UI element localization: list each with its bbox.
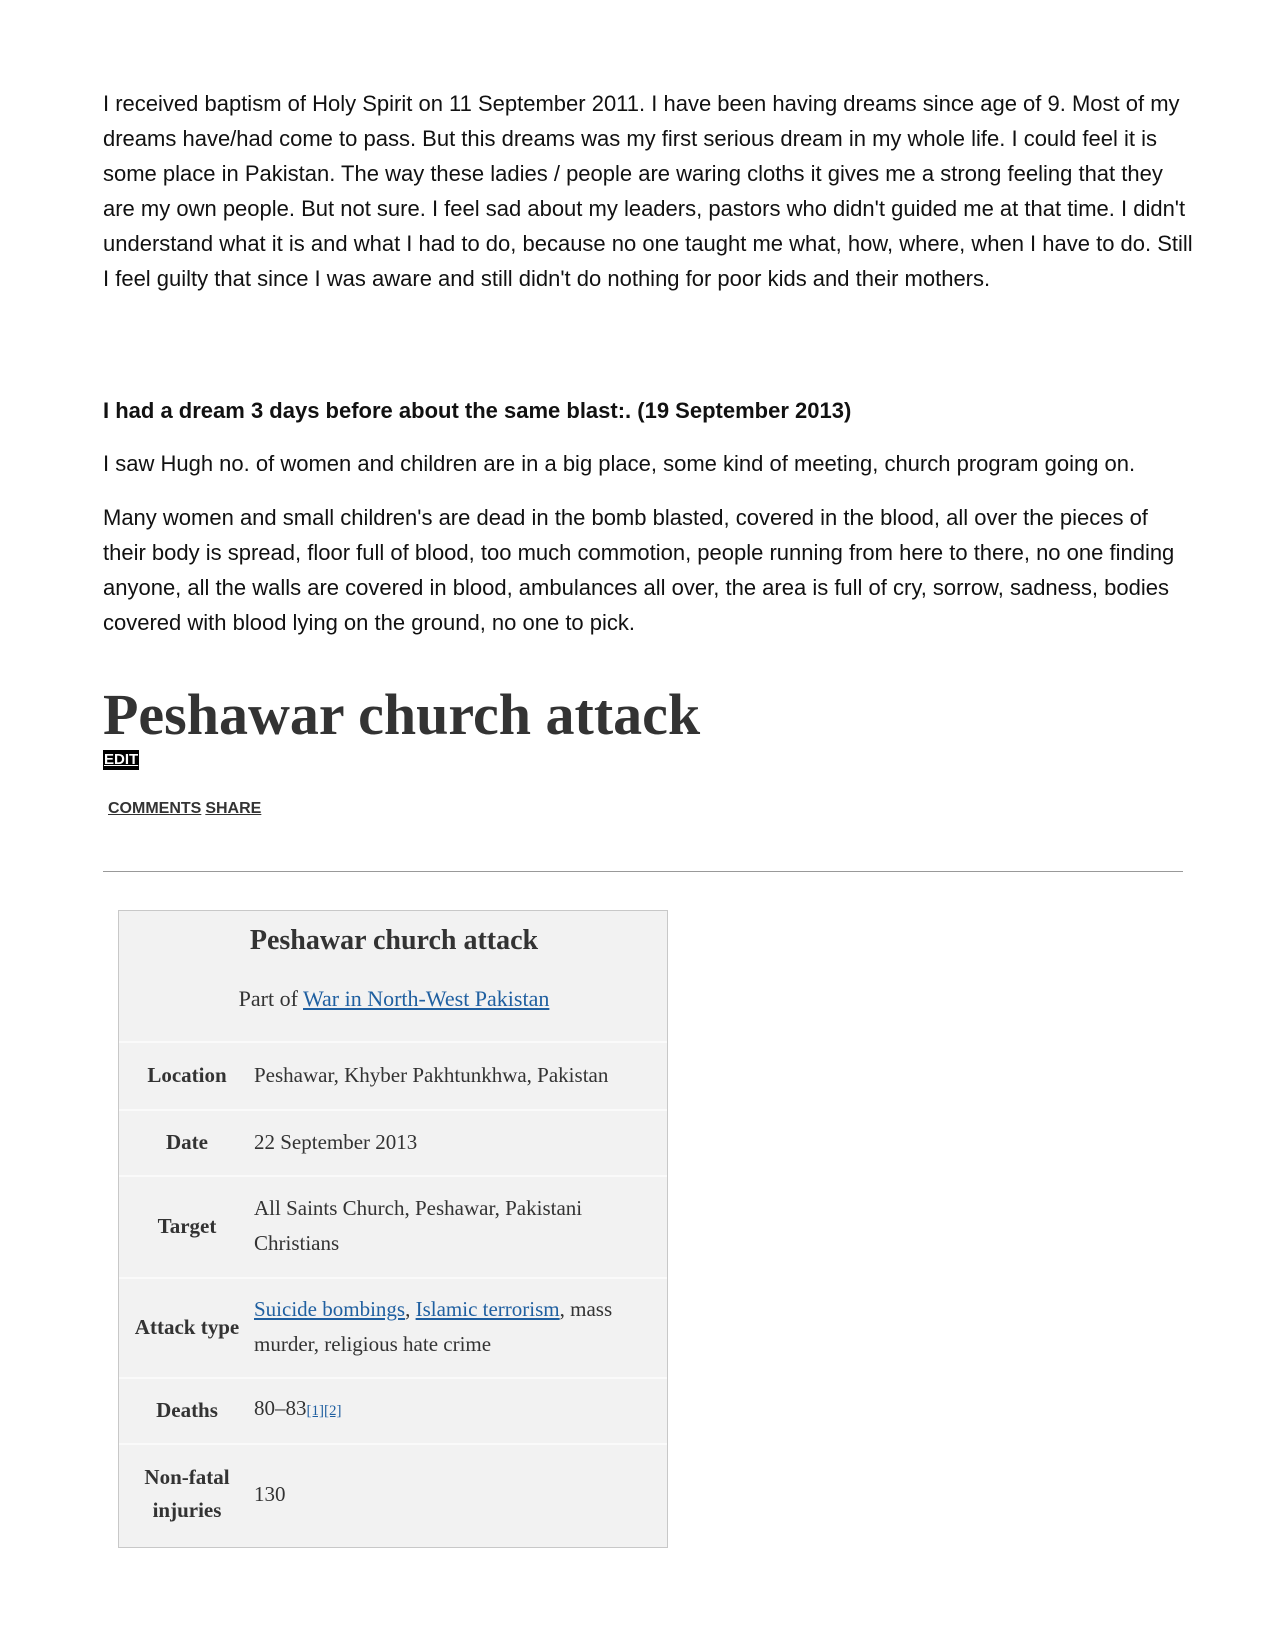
row-deaths — [119, 1379, 667, 1441]
dream-paragraph-1: I saw Hugh no. of women and children are in a big place, some kind of meeting, church program going on. — [103, 451, 1136, 476]
location-value: Peshawar, Khyber Pakhtunkhwa, Pakistan — [254, 1062, 609, 1087]
row-target — [119, 1177, 667, 1275]
infobox — [118, 910, 668, 1548]
location-label: Location — [147, 1062, 227, 1087]
war-link[interactable]: War in North-West Pakistan — [303, 986, 550, 1011]
deaths-label: Deaths — [156, 1397, 218, 1422]
injuries-label: Non-fatal injuries — [144, 1465, 230, 1522]
date-value: 22 September 2013 — [254, 1129, 418, 1154]
divider — [103, 871, 1183, 872]
dream-heading: I had a dream 3 days before about the same blast:. (19 September 2013) — [103, 398, 852, 423]
attack-type-label: Attack type — [134, 1314, 240, 1339]
suicide-bombings-link[interactable]: Suicide bombings — [254, 1297, 406, 1321]
infobox-caption: Peshawar church attack — [249, 925, 539, 956]
row-attack-type — [119, 1279, 667, 1375]
islamic-terrorism-link[interactable]: Islamic terrorism — [415, 1297, 560, 1321]
part-of-prefix: Part of — [238, 986, 303, 1011]
attack-type-value: Suicide bombings, Islamic terrorism, mass murder, religious hate crime — [254, 1297, 613, 1356]
infobox-part-of — [119, 983, 669, 1015]
intro-paragraph: I received baptism of Holy Spirit on 11 September 2011. I have been having dreams since age of 9. Most of my dreams have/had come to pass. But this dreams was my first serious dream in my whole life. I could feel it is some place in Pakistan. The way these ladies / people are waring cloths it gives me a strong feeling that they are my own people. But not sure. I feel sad about my leaders, pastors who didn't guided me at that time. I didn't understand what it is and what I had to do, because no one taught me what, how, where, when I have to do. Still I feel guilty that since I was aware and still didn't do nothing for poor kids and their mothers. — [103, 91, 1193, 291]
article-title: Peshawar church attack — [103, 682, 701, 747]
deaths-value: 80–83[1][2] — [254, 1396, 342, 1420]
reference-link-1[interactable]: [1] — [306, 1403, 324, 1419]
article-actions — [108, 800, 265, 818]
row-date — [119, 1111, 667, 1173]
edit-link[interactable]: EDIT — [104, 751, 139, 768]
reference-link-2[interactable]: [2] — [324, 1403, 342, 1419]
dream-paragraph-2: Many women and small children's are dead in the bomb blasted, covered in the blood, all over the pieces of their body is spread, floor full of blood, too much commotion, people running from here to there, no one finding anyone, all the walls are covered in blood, ambulances all over, the area is full of cry, sorrow, sadness, bodies covered with blood lying on the ground, no one to pick. — [103, 505, 1175, 635]
injuries-value: 130 — [254, 1481, 286, 1506]
comments-link[interactable]: COMMENTS — [108, 800, 202, 817]
date-label: Date — [166, 1129, 208, 1154]
target-value: All Saints Church, Peshawar, Pakistani Christians — [254, 1196, 583, 1255]
share-link[interactable]: SHARE — [205, 800, 262, 817]
row-injuries — [119, 1445, 667, 1543]
row-location — [119, 1043, 667, 1107]
target-label: Target — [157, 1213, 217, 1238]
